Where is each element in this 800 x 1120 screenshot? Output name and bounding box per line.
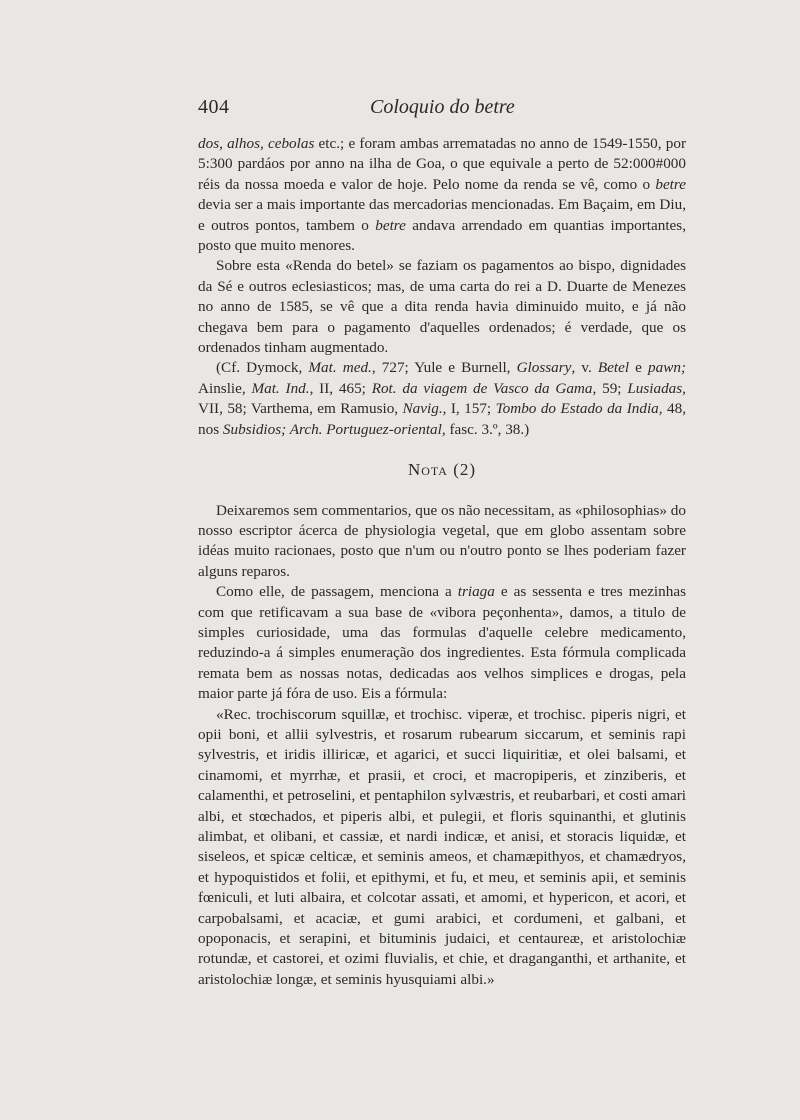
text-run: 48, nos [198,400,686,438]
recipe-paragraph: «Rec. trochiscorum squillæ, et trochisc. viperæ, et trochisc. piperis nigri, et opii boni, et allii sylvestris, et rosarum rubearum siccarum, et seminis rapi sylvestris, et iridis illiricæ, et agarici, et succi liquiritiæ, et olei balsami, et cinamomi, et myrrhæ, et prasii, et croci, et macropiperis, et zinziberis, et calamenthi, et petroselini, et pentaphilon sylvæstris, et reubarbari, et costi amari albi, et stœchados, et piperis albi, et pulegii, et floris squinanthi, et glutinis alimbat, et olibani, et cassiæ, et nardi indicæ, et anisi, et storacis liquidæ, et siseleos, et spicæ celticæ, et seminis ameos, et chamæpithyos, et chamædryos, et hypoquistidos et folii, et epithymi, et fu, et meu, et seminis apii, et seminis fœniculi, et luti albaira, et colcotar assati, et amomi, et hypericon, et acori, et carpobalsami, et acaciæ, et gumi arabici, et cordumeni, et galbani, et opoponacis, et serapini, et bituminis judaici, et centaureæ, et aristolochiæ rotundæ, et castorei, et ozimi fluvialis, et chie, et draganganthi, et arthanite, et aristolochiæ longæ, et seminis hyusquiami albi.» [198,705,686,988]
citation-paragraph [198,358,686,440]
text-run: Lusiadas, [627,379,686,397]
paragraph-2: Sobre esta «Renda do betel» se faziam os pagamentos ao bispo, dignidades da Sé e outros eclesiasticos; mas, de uma carta do rei a D. Duarte de Menezes no anno de 1585, se vê que a dita renda havia diminuido muito, e já não chegava bem para o pagamento d'aquelles ordenados; é verdade, que os ordenados tinham augmentado. [198,257,686,357]
paragraph-3: Deixaremos sem commentarios, que os não necessitam, as «philosophias» do nosso escriptor ácerca de physiologia vegetal, que em globo assentam sobre idéas muito racionaes, posto que n'um ou n'outro ponto se lhes poderiam fazer alguns reparos. [198,501,686,580]
running-header [198,96,686,128]
text-run: Como elle, de passagem, menciona a [216,583,458,601]
page-number: 404 [198,96,230,118]
text-run: Subsidios; Arch. Portuguez-oriental, [222,420,446,438]
text-run: Betel [597,359,630,377]
paragraph-1 [198,134,686,256]
text-run: Mat. med. [308,359,372,377]
text-run: , v. [571,359,598,377]
text-run: triaga [457,583,495,601]
text-run: , 727; Yule e Burnell, [371,359,517,377]
text-run: devia ser a mais importante das mercadorias mencionadas. Em Baçaim, em Diu, e outros pontos, tambem o [198,196,686,234]
text-run: , I, 157; [442,400,496,418]
text-run: Tombo do Estado da India, [495,400,663,418]
text-run: etc.; e foram ambas arrematadas no anno de 1549-1550, por 5:300 pardáos por anno na ilha de Goa, o que equivale a perto de 52:000#000 réis da nossa moeda e valor de hoje. Pelo nome da renda se vê, como o [198,135,686,193]
text-run: (Cf. Dymock, [216,359,309,377]
text-run: Ainslie, [198,379,252,397]
text-run: dos, alhos, cebolas [198,135,315,152]
text-run: e [629,359,649,377]
text-run: andava arrendado em quantias importantes, posto que muito menores. [198,216,687,255]
text-run: VII, 58; Varthema, em Ramusio, [198,400,403,418]
running-title: Coloquio do betre [370,96,515,118]
text-run: , II, 465; [309,379,372,397]
note-heading: Nota (2) [407,460,477,480]
text-run: pawn; [648,359,686,377]
text-run: fasc. 3.º, 38.) [445,420,530,438]
text-run: 59; [596,379,628,397]
body-text [198,134,686,990]
text-run: Glossary [516,359,572,377]
paragraph-4 [198,582,686,704]
text-run: betre [655,175,686,193]
text-run: Mat. Ind. [251,379,310,397]
text-run: e as sessenta e tres mezinhas com que retificavam a sua base de «vibora peçonhenta», damos, a titulo de simples curiosidade, uma das formulas d'aquelle celebre medicamento, reduzindo-a á simples enumeração dos ingredientes. Esta fórmula complicada remata bem as nossas notas, dedicadas aos velhos simplices e drogas, pela maior parte já fóra de uso. Eis a fórmula: [198,583,686,703]
text-run: Rot. da viagem de Vasco da Gama, [371,379,597,397]
text-run: betre [375,216,406,234]
text-run: Navig. [402,400,443,418]
